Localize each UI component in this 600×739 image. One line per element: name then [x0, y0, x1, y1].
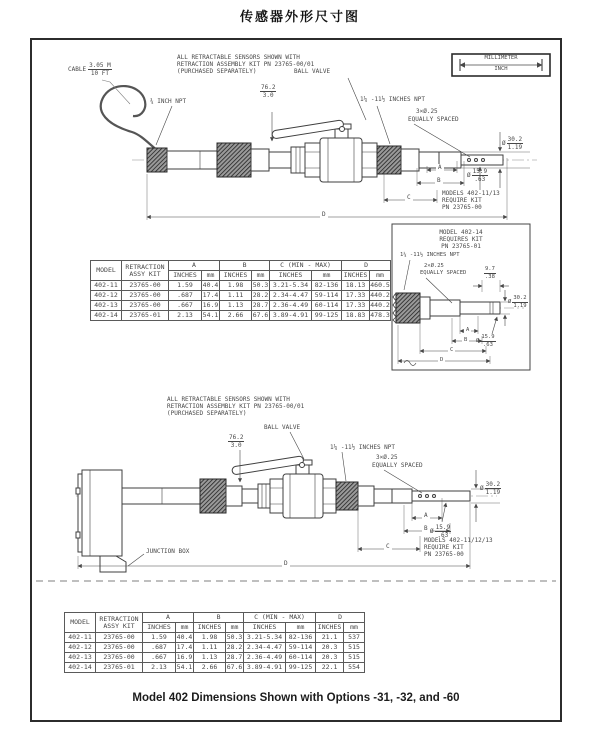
cell: 1.13: [220, 301, 252, 311]
tip-dim-label-inset: $\frac{9.7}{.38}$: [485, 266, 495, 280]
header-col-b: B: [194, 613, 244, 623]
dim-a-label-top: A: [438, 164, 442, 171]
cell: 402-14: [65, 663, 96, 673]
cell: 23765-00: [122, 301, 169, 311]
subheader-mm: mm: [202, 271, 220, 281]
header-col-d: D: [316, 613, 365, 623]
dim-d-label-bottom: D: [284, 560, 288, 567]
dimension-table-2: [64, 612, 365, 673]
cell: 82-136: [312, 281, 342, 291]
cell: 3.21-5.34: [270, 281, 312, 291]
dia-large-label-inset: Ø $\frac{30.2}{1.19}$: [508, 295, 527, 309]
cell: 1.98: [220, 281, 252, 291]
header-col-a: A: [169, 261, 220, 271]
header-retraction-kit: RETRACTION ASSY KIT: [122, 261, 169, 281]
header-col-a: A: [143, 613, 194, 623]
cell: 59-114: [312, 291, 342, 301]
subheader-inches: INCHES: [169, 271, 202, 281]
cell: 23765-01: [96, 663, 143, 673]
cable-length-fraction: $\frac{3.05 M}{10 FT}$: [89, 62, 111, 77]
table-header-row: [65, 613, 365, 623]
cell: 50.3: [252, 281, 269, 289]
npt-large-label-bottom: 1¼ -11½ INCHES NPT: [330, 444, 396, 451]
cell: 21.1: [316, 633, 344, 643]
cell: 99-125: [286, 663, 316, 673]
table-row: [91, 281, 391, 291]
dia-large-label-bottom: Ø $\frac{30.2}{1.19}$: [480, 481, 501, 496]
cell: 1.59: [169, 281, 202, 291]
npt-large-label-inset: 1¼ -11½ INCHES NPT: [400, 252, 460, 258]
length-dim-top: $\frac{76.2}{3.0}$: [261, 84, 276, 99]
cell: 17.33: [342, 301, 370, 311]
drawing-frame: [30, 38, 562, 722]
cell: 82-136: [286, 633, 316, 643]
cell: 54.1: [176, 663, 193, 671]
cell: 67.6: [226, 663, 243, 671]
subheader-mm: mm: [252, 271, 270, 281]
subheader-inches: INCHES: [270, 271, 312, 281]
cell: 99-125: [312, 311, 342, 321]
table-row: [65, 653, 365, 663]
page-title: 传感器外形尺寸图: [239, 10, 360, 25]
top-assembly-art: [101, 80, 537, 182]
cell: 59-114: [286, 643, 316, 653]
legend-inch-label: INCH: [494, 66, 508, 72]
cell: .687: [169, 291, 202, 301]
cell: 50.3: [226, 633, 243, 641]
header-retraction-kit: RETRACTION ASSY KIT: [96, 613, 143, 633]
kit-note-top: MODELS 402-11/13 REQUIRE KIT PN 23765-00: [442, 190, 500, 211]
cell: 22.1: [316, 663, 344, 673]
ball-valve-label-top: BALL VALVE: [294, 68, 331, 75]
subheader-mm: mm: [312, 271, 342, 281]
cell: 54.1: [202, 311, 219, 319]
cell: 402-13: [65, 653, 96, 663]
cell: 18.83: [342, 311, 370, 321]
cell: 402-13: [91, 301, 122, 311]
cell: 440.2: [370, 301, 390, 309]
cell: 40.4: [202, 281, 219, 289]
retraction-note-top: ALL RETRACTABLE SENSORS SHOWN WITH RETRACTION ASSEMBLY KIT PN 23765-00/01 (PURCHASED SEPARATELY): [177, 54, 315, 75]
npt-small-label-top: ¾ INCH NPT: [150, 98, 187, 105]
cell: 16.9: [176, 653, 193, 661]
ball-valve-label-bottom: BALL VALVE: [264, 424, 301, 431]
cell: 537: [344, 633, 365, 643]
cell: 2.13: [143, 663, 176, 673]
table-row: [91, 291, 391, 301]
dia-small-label-inset: Ø $\frac{15.9}{.63}$: [476, 334, 495, 348]
retraction-note-bottom: ALL RETRACTABLE SENSORS SHOWN WITH RETRACTION ASSEMBLY KIT PN 23765-00/01 (PURCHASED SEPARATELY): [167, 396, 305, 417]
cell: 28.2: [226, 643, 243, 651]
cell: 40.4: [176, 633, 193, 641]
cell: 440.2: [370, 291, 390, 299]
dim-d-label-top: D: [322, 211, 326, 218]
subheader-inches: INCHES: [143, 623, 176, 633]
cell: 402-11: [65, 633, 96, 643]
cell: 402-11: [91, 281, 122, 291]
cell: 28.2: [252, 291, 269, 299]
cell: 23765-01: [122, 311, 169, 321]
subheader-inches: INCHES: [316, 623, 344, 633]
cell: 23765-00: [96, 653, 143, 663]
dim-d-label-inset: D: [440, 357, 444, 363]
cell: 60-114: [286, 653, 316, 663]
dim-b-label-inset: B: [464, 337, 468, 343]
subheader-inches: INCHES: [342, 271, 370, 281]
cell: 16.9: [202, 301, 219, 309]
table-row: [91, 311, 391, 321]
cell: 402-14: [91, 311, 122, 321]
cell: 402-12: [65, 643, 96, 653]
table-row: [91, 301, 391, 311]
dia-small-label-bottom: Ø $\frac{15.9}{.63}$: [430, 524, 451, 539]
cell: 23765-00: [96, 633, 143, 643]
header-col-b: B: [220, 261, 270, 271]
cell: 23765-00: [122, 281, 169, 291]
cell: 60-114: [312, 301, 342, 311]
holes-label-bottom: 3×Ø.25: [376, 454, 398, 461]
cell: 28.7: [226, 653, 243, 661]
cell: 2.34-4.47: [270, 291, 312, 301]
dimension-table-1: [90, 260, 391, 321]
cell: 515: [344, 653, 365, 663]
cell: 478.3: [370, 311, 390, 319]
cell: 3.89-4.91: [270, 311, 312, 321]
cell: 554: [344, 663, 365, 673]
cell: 23765-00: [122, 291, 169, 301]
dia-large-label-top: Ø $\frac{30.2}{1.19}$: [502, 136, 523, 151]
length-dim-bottom: $\frac{76.2}{3.0}$: [229, 434, 244, 449]
cell: 1.59: [143, 633, 176, 643]
dim-a-label-bottom: A: [424, 512, 428, 519]
equally-spaced-label-inset: EQUALLY SPACED: [420, 270, 467, 276]
cell: 20.3: [316, 653, 344, 663]
cell: .667: [143, 653, 176, 663]
subheader-inches: INCHES: [244, 623, 286, 633]
subheader-mm: mm: [370, 271, 391, 281]
cell: 1.98: [194, 633, 226, 643]
header-col-c: C (MIN - MAX): [244, 613, 316, 623]
cell: 23765-00: [96, 643, 143, 653]
cell: 2.66: [220, 311, 252, 321]
cell: 2.66: [194, 663, 226, 673]
dim-c-label-bottom: C: [386, 543, 390, 550]
cell: 402-12: [91, 291, 122, 301]
cell: 2.34-4.47: [244, 643, 286, 653]
cell: .667: [169, 301, 202, 311]
subheader-inches: INCHES: [220, 271, 252, 281]
dia-small-label-top: Ø $\frac{15.9}{.63}$: [467, 168, 488, 183]
subheader-mm: mm: [344, 623, 365, 633]
cable-label: CABLE $\frac{3.05 M}{10 FT}$: [68, 62, 111, 77]
kit-note-bottom: MODELS 402-11/12/13 REQUIRE KIT PN 23765-00: [424, 537, 493, 558]
figure-caption: Model 402 Dimensions Shown with Options -31, -32, and -60: [132, 692, 460, 704]
subheader-mm: mm: [226, 623, 244, 633]
cell: 1.11: [194, 643, 226, 653]
cell: 67.6: [252, 311, 269, 319]
cell: 1.11: [220, 291, 252, 301]
table-row: [65, 633, 365, 643]
header-col-c: C (MIN - MAX): [270, 261, 342, 271]
subheader-mm: mm: [176, 623, 194, 633]
cell: 460.5: [370, 281, 390, 289]
table-header-row: [91, 261, 391, 271]
equally-spaced-label-top: EQUALLY SPACED: [408, 116, 459, 123]
npt-large-label-top: 1¼ -11½ INCHES NPT: [360, 96, 426, 103]
cell: 20.3: [316, 643, 344, 653]
cell: 3.21-5.34: [244, 633, 286, 643]
inset-title-note: MODEL 402-14 REQUIRES KIT PN 23765-01: [439, 229, 483, 250]
dim-c-label-inset: C: [450, 347, 454, 353]
cell: 2.36-4.49: [270, 301, 312, 311]
header-model: MODEL: [65, 613, 96, 633]
dim-c-label-top: C: [407, 194, 411, 201]
legend-millimeter-label: MILLIMETER: [484, 55, 518, 61]
cell: 17.4: [176, 643, 193, 651]
dim-b-label-bottom: B: [424, 525, 428, 532]
table-row: [65, 663, 365, 673]
cell: 1.13: [194, 653, 226, 663]
junction-box-label: JUNCTION BOX: [146, 548, 190, 555]
cell: 515: [344, 643, 365, 653]
cell: 17.4: [202, 291, 219, 299]
holes-label-top: 3×Ø.25: [416, 108, 438, 115]
header-model: MODEL: [91, 261, 122, 281]
cell: .687: [143, 643, 176, 653]
equally-spaced-label-bottom: EQUALLY SPACED: [372, 462, 423, 469]
cell: 2.13: [169, 311, 202, 321]
dim-a-label-inset: A: [466, 327, 470, 333]
cell: 17.33: [342, 291, 370, 301]
subheader-mm: mm: [286, 623, 316, 633]
subheader-inches: INCHES: [194, 623, 226, 633]
table-row: [65, 643, 365, 653]
cell: 18.13: [342, 281, 370, 291]
dim-b-label-top: B: [437, 177, 441, 184]
cell: 2.36-4.49: [244, 653, 286, 663]
cell: 28.7: [252, 301, 269, 309]
header-col-d: D: [342, 261, 391, 271]
holes-label-inset: 2×Ø.25: [424, 263, 444, 269]
cell: 3.89-4.91: [244, 663, 286, 673]
